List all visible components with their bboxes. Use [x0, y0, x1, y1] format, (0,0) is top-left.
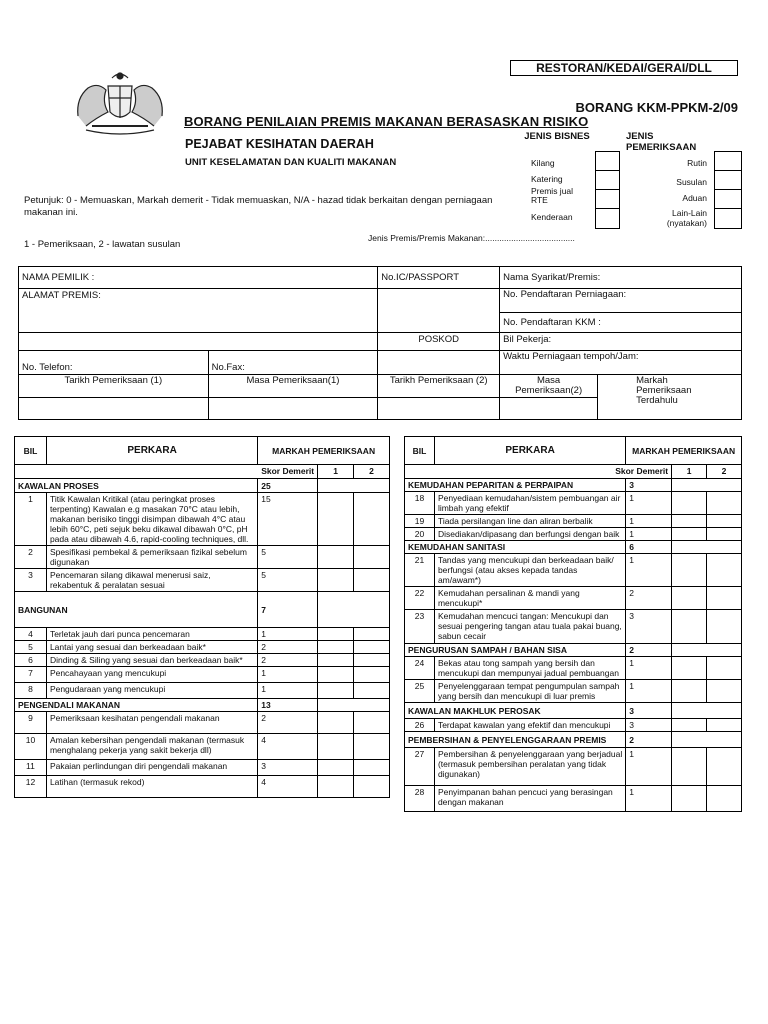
section-score: 2 [626, 644, 672, 657]
item-demerit-score: 1 [626, 786, 672, 812]
table-row [15, 493, 390, 546]
item-text: Terletak jauh dari punca pencemaran [46, 628, 257, 641]
item-number: 3 [15, 569, 47, 592]
item-text: Pembersihan & penyelenggaraan yang berjadual (termasuk pembersihan peralatan yang tidak digunakan) [434, 748, 625, 786]
section-row [405, 644, 742, 657]
mark-input-1[interactable] [318, 667, 354, 683]
mark-input-1[interactable] [672, 515, 707, 528]
col-2-header: 2 [354, 465, 390, 479]
inspection-time-2-label: Masa Pemeriksaan(2) [500, 375, 598, 398]
item-demerit-score: 1 [626, 515, 672, 528]
section-title: PEMBERSIHAN & PENYELENGGARAAN PREMIS [405, 732, 626, 748]
mark-input-2[interactable] [707, 719, 742, 732]
mark-input-1[interactable] [672, 748, 707, 786]
item-number: 6 [15, 654, 47, 667]
mark-input-1[interactable] [672, 786, 707, 812]
markah-header: MARKAH PEMERIKSAAN [626, 437, 742, 465]
inspection-date-1-label: Tarikh Pemeriksaan (1) [19, 375, 209, 398]
business-type-heading: JENIS BISNES [524, 131, 590, 142]
item-demerit-score: 2 [258, 712, 318, 734]
table-row [405, 528, 742, 541]
section-title: BANGUNAN [15, 592, 258, 628]
table-row [15, 712, 390, 734]
mark-input-1[interactable] [318, 641, 354, 654]
section-score: 13 [258, 699, 318, 712]
item-number: 27 [405, 748, 435, 786]
item-number: 21 [405, 554, 435, 587]
mark-input-1[interactable] [318, 654, 354, 667]
inspection-option-label: Rutin [687, 158, 707, 168]
section-score: 7 [258, 592, 318, 628]
bil-header: BIL [405, 437, 435, 465]
item-demerit-score: 1 [258, 628, 318, 641]
item-number: 9 [15, 712, 47, 734]
fax-extra-cell[interactable] [378, 351, 500, 375]
skor-demerit-label: Skor Demerit [15, 465, 318, 479]
section-title: KAWALAN PROSES [15, 479, 258, 493]
inspection-checkbox-rutin[interactable] [714, 151, 742, 172]
section-row [405, 479, 742, 492]
premise-type-field[interactable]: Jenis Premis/Premis Makanan:...................................... [368, 233, 575, 243]
section-score: 25 [258, 479, 318, 493]
mark-input-1[interactable] [318, 712, 354, 734]
inspection-checkbox-susulan[interactable] [714, 170, 742, 191]
kkm-reg-field[interactable]: No. Pendaftaran KKM : [500, 313, 742, 333]
item-demerit-score: 2 [626, 587, 672, 610]
section-title: KEMUDAHAN SANITASI [405, 541, 626, 554]
table-row [405, 719, 742, 732]
mark-input-2[interactable] [354, 654, 390, 667]
table-row [15, 776, 390, 798]
bil-header: BIL [15, 437, 47, 465]
perkara-header: PERKARA [46, 437, 257, 465]
perkara-header: PERKARA [434, 437, 625, 465]
section-score: 3 [626, 703, 672, 719]
company-name-field[interactable]: Nama Syarikat/Premis: [500, 267, 742, 289]
table-row [405, 748, 742, 786]
mark-input-2[interactable] [707, 515, 742, 528]
item-demerit-score: 1 [258, 683, 318, 699]
mark-input-1[interactable] [318, 569, 354, 592]
workers-field[interactable]: Bil Pekerja: [500, 333, 742, 351]
item-demerit-score: 1 [626, 748, 672, 786]
mark-input-2[interactable] [354, 569, 390, 592]
mark-input-1[interactable] [318, 493, 354, 546]
item-demerit-score: 1 [626, 554, 672, 587]
inspection-checkbox-lain[interactable] [714, 208, 742, 229]
item-text: Pengudaraan yang mencukupi [46, 683, 257, 699]
inspection-checkbox-aduan[interactable] [714, 189, 742, 210]
section-blank [318, 699, 390, 712]
inspection-date-2-field[interactable] [378, 398, 500, 420]
ic-passport-field[interactable]: No.IC/PASSPORT [378, 267, 500, 289]
item-demerit-score: 1 [626, 492, 672, 515]
item-text: Pencahayaan yang mencukupi [46, 667, 257, 683]
mark-input-2[interactable] [354, 546, 390, 569]
business-reg-field[interactable]: No. Pendaftaran Perniagaan: [500, 289, 742, 313]
left-scoring-table [14, 436, 390, 798]
previous-mark-field[interactable] [598, 375, 742, 420]
table-row [405, 657, 742, 680]
postcode-field[interactable]: POSKOD [378, 333, 500, 351]
mark-input-1[interactable] [672, 554, 707, 587]
mark-input-1[interactable] [318, 760, 354, 776]
inspection-option-label: Aduan [682, 193, 707, 203]
mark-input-2[interactable] [707, 786, 742, 812]
mark-input-2[interactable] [707, 492, 742, 515]
inspection-time-1-field[interactable] [208, 398, 378, 420]
right-scoring-table [404, 436, 742, 812]
item-demerit-score: 1 [626, 528, 672, 541]
mark-input-2[interactable] [354, 712, 390, 734]
address-field[interactable]: ALAMAT PREMIS: [19, 289, 378, 333]
table-row [15, 628, 390, 641]
inspection-time-1-label: Masa Pemeriksaan(1) [208, 375, 378, 398]
mark-input-1[interactable] [672, 528, 707, 541]
item-demerit-score: 5 [258, 546, 318, 569]
form-title: BORANG PENILAIAN PREMIS MAKANAN BERASASKAN RISIKO [184, 114, 589, 129]
right-table-body [405, 479, 742, 812]
table-row [405, 554, 742, 587]
mark-input-2[interactable] [707, 528, 742, 541]
business-option-label: Katering [531, 174, 563, 184]
item-number: 25 [405, 680, 435, 703]
inspection-date-2-label: Tarikh Pemeriksaan (2) [378, 375, 500, 398]
business-checkbox-kenderaan[interactable] [595, 208, 620, 229]
section-blank [672, 644, 742, 657]
mark-input-1[interactable] [672, 719, 707, 732]
inspection-date-1-field[interactable] [19, 398, 209, 420]
table-row [15, 641, 390, 654]
mark-input-1[interactable] [318, 546, 354, 569]
fax-field[interactable]: No.Fax: [208, 351, 378, 375]
table-row [405, 492, 742, 515]
table-row [15, 760, 390, 776]
item-number: 4 [15, 628, 47, 641]
item-number: 19 [405, 515, 435, 528]
mark-input-2[interactable] [707, 610, 742, 644]
table-row [15, 654, 390, 667]
item-text: Titik Kawalan Kritikal (atau peringkat proses terpenting) Kawalan e.g masakan 70°C atau lebih, makanan berisiko tinggi disimpan dibawah 4°C atau lebih 60°C, peti sejuk beku dikawal dibawah 0°C, pH pada atau dibawah 4.6, rapid-cooling techniques, dll. [46, 493, 257, 546]
address-extra-cell[interactable] [378, 289, 500, 333]
item-number: 23 [405, 610, 435, 644]
item-demerit-score: 2 [258, 654, 318, 667]
col-1-header: 1 [672, 465, 707, 479]
visit-legend: 1 - Pemeriksaan, 2 - lawatan susulan [24, 239, 181, 250]
item-text: Dinding & Siling yang sesuai dan berkeadaan baik* [46, 654, 257, 667]
instruction-legend: Petunjuk: 0 - Memuaskan, Markah demerit - Tidak memuaskan, N/A - hazad tidak berkaitan dengan perniagaan makanan ini. [24, 195, 493, 218]
item-number: 2 [15, 546, 47, 569]
business-option-label: Kilang [531, 158, 555, 168]
section-blank [672, 479, 742, 492]
inspection-time-2-field[interactable] [500, 398, 598, 420]
table-row [405, 786, 742, 812]
col-1-header: 1 [318, 465, 354, 479]
section-row [15, 592, 390, 628]
department-name: PEJABAT KESIHATAN DAERAH [185, 137, 374, 151]
section-row [405, 541, 742, 554]
item-demerit-score: 5 [258, 569, 318, 592]
inspection-option-label: Lain-Lain (nyatakan) [666, 208, 707, 228]
item-number: 28 [405, 786, 435, 812]
section-row [15, 479, 390, 493]
business-checkbox-katering[interactable] [595, 170, 620, 191]
mark-input-1[interactable] [318, 734, 354, 760]
section-blank [318, 479, 390, 493]
col-2-header: 2 [707, 465, 742, 479]
table-row [15, 734, 390, 760]
item-text: Tiada persilangan line dan aliran berbalik [434, 515, 625, 528]
section-score: 2 [626, 732, 672, 748]
premise-info-table [18, 266, 742, 420]
skor-demerit-label: Skor Demerit [405, 465, 672, 479]
section-row [405, 703, 742, 719]
item-demerit-score: 1 [626, 680, 672, 703]
item-number: 22 [405, 587, 435, 610]
mark-input-2[interactable] [354, 667, 390, 683]
phone-field[interactable]: No. Telefon: [19, 351, 209, 375]
mark-input-2[interactable] [707, 748, 742, 786]
business-checkbox-rte[interactable] [595, 189, 620, 210]
mark-input-2[interactable] [354, 641, 390, 654]
previous-mark-label: Markah Pemeriksaan Terdahulu [636, 375, 692, 406]
inspection-option-label: Susulan [676, 177, 707, 187]
item-demerit-score: 3 [258, 760, 318, 776]
item-number: 26 [405, 719, 435, 732]
item-text: Amalan kebersihan pengendali makanan (termasuk menghalang pekerja yang sakit bekerja dll) [46, 734, 257, 760]
section-score: 6 [626, 541, 672, 554]
item-number: 20 [405, 528, 435, 541]
section-title: PENGENDALI MAKANAN [15, 699, 258, 712]
item-text: Disediakan/dipasang dan berfungsi dengan baik [434, 528, 625, 541]
item-demerit-score: 15 [258, 493, 318, 546]
business-option-label: Kenderaan [531, 212, 573, 222]
item-text: Spesifikasi pembekal & pemeriksaan fizikal sebelum digunakan [46, 546, 257, 569]
mark-input-1[interactable] [318, 628, 354, 641]
item-demerit-score: 4 [258, 734, 318, 760]
mark-input-2[interactable] [707, 587, 742, 610]
mark-input-1[interactable] [318, 683, 354, 699]
item-number: 11 [15, 760, 47, 776]
mark-input-2[interactable] [354, 683, 390, 699]
mark-input-2[interactable] [707, 680, 742, 703]
item-demerit-score: 4 [258, 776, 318, 798]
item-number: 1 [15, 493, 47, 546]
mark-input-1[interactable] [672, 587, 707, 610]
malaysia-coat-of-arms-icon [72, 68, 168, 136]
item-text: Penyelenggaraan tempat pengumpulan sampah yang bersih dan mencukupi di luar premis [434, 680, 625, 703]
item-number: 5 [15, 641, 47, 654]
table-row [405, 587, 742, 610]
mark-input-1[interactable] [672, 610, 707, 644]
item-number: 12 [15, 776, 47, 798]
item-text: Penyediaan kemudahan/sistem pembuangan air limbah yang efektif [434, 492, 625, 515]
section-row [405, 732, 742, 748]
item-text: Latihan (termasuk rekod) [46, 776, 257, 798]
item-demerit-score: 1 [258, 667, 318, 683]
form-code: BORANG KKM-PPKM-2/09 [575, 100, 738, 115]
item-text: Pemeriksaan kesihatan pengendali makanan [46, 712, 257, 734]
business-checkbox-kilang[interactable] [595, 151, 620, 172]
mark-input-1[interactable] [672, 680, 707, 703]
mark-input-2[interactable] [707, 657, 742, 680]
section-title: KAWALAN MAKHLUK PEROSAK [405, 703, 626, 719]
table-row [15, 546, 390, 569]
section-row [15, 699, 390, 712]
item-text: Terdapat kawalan yang efektif dan mencukupi [434, 719, 625, 732]
item-number: 24 [405, 657, 435, 680]
mark-input-1[interactable] [672, 492, 707, 515]
item-number: 7 [15, 667, 47, 683]
table-row [405, 515, 742, 528]
table-row [405, 680, 742, 703]
mark-input-2[interactable] [354, 776, 390, 798]
section-blank [672, 732, 742, 748]
section-blank [672, 703, 742, 719]
business-hours-field[interactable]: Waktu Perniagaan tempoh/Jam: [500, 351, 742, 375]
markah-header: MARKAH PEMERIKSAAN [258, 437, 390, 465]
mark-input-2[interactable] [354, 628, 390, 641]
item-number: 10 [15, 734, 47, 760]
item-text: Kemudahan mencuci tangan: Mencukupi dan sesuai pengering tangan atau tuala pakai buang, sabun cecair [434, 610, 625, 644]
business-option-label: Premis jual RTE [531, 186, 574, 205]
address-line-cell[interactable] [19, 333, 378, 351]
table-row [15, 667, 390, 683]
item-text: Kemudahan persalinan & mandi yang mencukupi* [434, 587, 625, 610]
section-blank [672, 541, 742, 554]
mark-input-2[interactable] [354, 734, 390, 760]
item-demerit-score: 2 [258, 641, 318, 654]
item-number: 18 [405, 492, 435, 515]
section-blank [318, 592, 390, 628]
inspection-type-heading: JENIS PEMERIKSAAN [626, 131, 697, 153]
section-title: PENGURUSAN SAMPAH / BAHAN SISA [405, 644, 626, 657]
item-text: Tandas yang mencukupi dan berkeadaan baik/ berfungsi (atau akses kepada tandas am/awam*) [434, 554, 625, 587]
item-text: Bekas atau tong sampah yang bersih dan mencukupi dan mempunyai jadual pembuangan [434, 657, 625, 680]
item-text: Penyimpanan bahan pencuci yang berasingan dengan makanan [434, 786, 625, 812]
item-text: Lantai yang sesuai dan berkeadaan baik* [46, 641, 257, 654]
owner-name-field[interactable]: NAMA PEMILIK : [19, 267, 378, 289]
section-score: 3 [626, 479, 672, 492]
premise-category-box: RESTORAN/KEDAI/GERAI/DLL [510, 60, 738, 76]
item-text: Pakaian perlindungan diri pengendali makanan [46, 760, 257, 776]
item-demerit-score: 3 [626, 719, 672, 732]
section-title: KEMUDAHAN PEPARITAN & PERPAIPAN [405, 479, 626, 492]
table-row [405, 610, 742, 644]
mark-input-2[interactable] [354, 760, 390, 776]
item-number: 8 [15, 683, 47, 699]
item-text: Pencemaran silang dikawal menerusi saiz, rekabentuk & peralatan sesuai [46, 569, 257, 592]
mark-input-2[interactable] [354, 493, 390, 546]
item-demerit-score: 1 [626, 657, 672, 680]
table-row [15, 569, 390, 592]
table-row [15, 683, 390, 699]
mark-input-2[interactable] [707, 554, 742, 587]
mark-input-1[interactable] [672, 657, 707, 680]
mark-input-1[interactable] [318, 776, 354, 798]
unit-name: UNIT KESELAMATAN DAN KUALITI MAKANAN [185, 157, 397, 168]
item-demerit-score: 3 [626, 610, 672, 644]
left-table-body [15, 479, 390, 798]
